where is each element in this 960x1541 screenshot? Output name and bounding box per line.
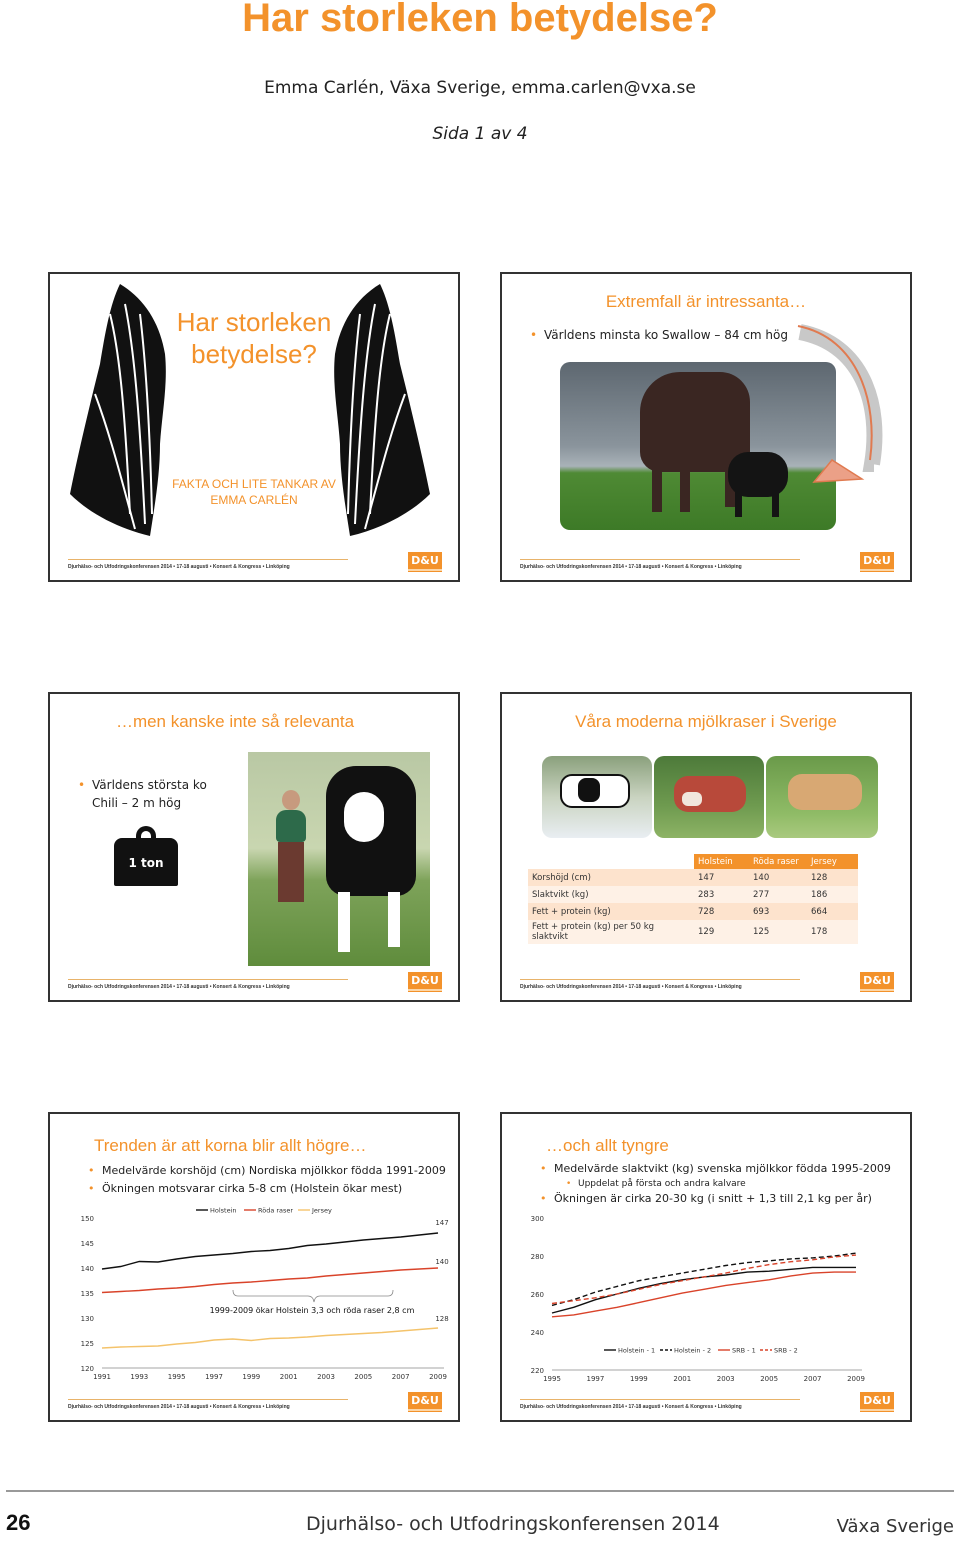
x-tick-label: 1995 — [543, 1375, 561, 1383]
holstein-photo — [542, 756, 652, 838]
slide-6-title: …och allt tyngre — [546, 1136, 669, 1155]
table-header-cell — [528, 854, 694, 869]
x-tick-label: 1991 — [93, 1373, 111, 1381]
author-line: Emma Carlén, Växa Sverige, emma.carlen@vxa.se — [264, 78, 696, 98]
du-logo: D&U — [408, 552, 442, 572]
y-tick-label: 140 — [80, 1265, 94, 1273]
height-trend-chart — [50, 1114, 460, 1394]
slide-3 — [48, 692, 460, 1002]
slide-footer-rule — [68, 979, 348, 980]
slide-footer-text: Djurhälso- och Utfodringskonferensen 2014 • 17-18 augusti • Konsert & Kongress • Linköping — [520, 984, 742, 990]
y-tick-label: 120 — [80, 1365, 94, 1373]
du-logo: D&U — [860, 552, 894, 572]
table-cell: Fett + protein (kg) per 50 kg slaktvikt — [528, 920, 694, 944]
table-cell: Korshöjd (cm) — [528, 869, 694, 886]
table-cell: Slaktvikt (kg) — [528, 886, 694, 903]
slide-2 — [500, 272, 912, 582]
series-line-4 — [552, 1255, 856, 1303]
table-row — [528, 903, 858, 920]
table-cell: 664 — [807, 903, 858, 920]
du-logo: D&U — [408, 972, 442, 992]
x-tick-label: 1999 — [629, 1375, 648, 1383]
y-tick-label: 125 — [80, 1340, 94, 1348]
slide-footer-text: Djurhälso- och Utfodringskonferensen 2014 • 17-18 augusti • Konsert & Kongress • Linköping — [520, 564, 742, 570]
x-tick-label: 2003 — [716, 1375, 735, 1383]
table-cell: Fett + protein (kg) — [528, 903, 694, 920]
legend-label: Jersey — [312, 1206, 332, 1215]
slide-3-bullet: • Världens största ko Chili – 2 m hög — [78, 776, 208, 812]
red-breed-photo — [654, 756, 764, 838]
curved-arrow-icon — [502, 274, 912, 582]
page-footer-rule — [6, 1490, 954, 1492]
slide-1-title: Har storleken betydelse? — [176, 307, 332, 369]
slide-5-bullet-2: • Ökningen motsvarar cirka 5-8 cm (Holstein ökar mest) — [88, 1182, 402, 1195]
slide-4 — [500, 692, 912, 1002]
organization-name: Växa Sverige — [836, 1516, 954, 1537]
series-line-2 — [102, 1268, 438, 1293]
table-cell: 693 — [749, 903, 807, 920]
table-cell: 283 — [694, 886, 749, 903]
x-tick-label: 2009 — [847, 1375, 865, 1383]
slide-footer-text: Djurhälso- och Utfodringskonferensen 2014 • 17-18 augusti • Konsert & Kongress • Linköping — [68, 1404, 290, 1410]
table-row — [528, 869, 858, 886]
slide-1-subtitle: FAKTA OCH LITE TANKAR AV EMMA CARLÉN — [172, 477, 336, 507]
slide-footer-rule — [520, 559, 800, 560]
x-tick-label: 2001 — [673, 1375, 692, 1383]
x-tick-label: 2007 — [803, 1375, 822, 1383]
du-logo: D&U — [860, 1392, 894, 1412]
weight-trend-chart — [502, 1114, 912, 1394]
table-cell: 186 — [807, 886, 858, 903]
table-cell: 125 — [749, 920, 807, 944]
slide-footer-text: Djurhälso- och Utfodringskonferensen 2014 • 17-18 augusti • Konsert & Kongress • Linköping — [68, 984, 290, 990]
slide-6-bullet-2: • Ökningen är cirka 20-30 kg (i snitt + 1,3 till 2,1 kg per år) — [540, 1192, 872, 1205]
slide-6-subbullet: • Uppdelat på första och andra kalvare — [566, 1179, 746, 1189]
x-tick-label: 1995 — [167, 1373, 186, 1381]
series-line-1 — [552, 1267, 856, 1313]
page-number: 26 — [6, 1510, 31, 1535]
legend-label: Röda raser — [258, 1206, 294, 1215]
table-row — [528, 886, 858, 903]
series-line-2 — [552, 1253, 856, 1305]
document-title: Har storleken betydelse? — [242, 0, 718, 40]
legend-label: SRB - 2 — [774, 1346, 798, 1355]
legend-label: Holstein - 2 — [674, 1346, 712, 1355]
cow-chili-photo — [248, 752, 430, 966]
table-header-cell: Jersey — [807, 854, 858, 869]
data-label: 147 — [435, 1219, 449, 1227]
y-tick-label: 145 — [80, 1240, 94, 1248]
slide-footer-rule — [520, 979, 800, 980]
slide-footer-rule — [520, 1399, 800, 1400]
table-header-row — [528, 854, 858, 869]
y-tick-label: 240 — [530, 1329, 544, 1337]
table-header-cell: Röda raser — [749, 854, 807, 869]
y-tick-label: 135 — [80, 1290, 94, 1298]
du-logo: D&U — [860, 972, 894, 992]
data-label: 140 — [435, 1258, 449, 1266]
x-tick-label: 2007 — [391, 1373, 410, 1381]
slide-5-title: Trenden är att korna blir allt högre… — [94, 1136, 367, 1155]
slide-6-bullet-1: • Medelvärde slaktvikt (kg) svenska mjölkkor födda 1995-2009 — [540, 1162, 891, 1175]
x-tick-label: 2005 — [354, 1373, 373, 1381]
legend-label: Holstein - 1 — [618, 1346, 656, 1355]
data-label: 128 — [435, 1315, 449, 1323]
slide-4-title: Våra moderna mjölkraser i Sverige — [575, 712, 837, 731]
slide-footer-text: Djurhälso- och Utfodringskonferensen 2014 • 17-18 augusti • Konsert & Kongress • Linköping — [520, 1404, 742, 1410]
legend-label: Holstein — [210, 1206, 237, 1215]
x-tick-label: 1997 — [205, 1373, 223, 1381]
y-tick-label: 260 — [530, 1291, 544, 1299]
series-line-3 — [102, 1328, 438, 1348]
annotation-text: 1999-2009 ökar Holstein 3,3 och röda raser 2,8 cm — [209, 1306, 415, 1315]
y-tick-label: 300 — [530, 1215, 544, 1223]
weight-label: 1 ton — [128, 856, 164, 870]
table-header-cell: Holstein — [694, 854, 749, 869]
table-cell: 728 — [694, 903, 749, 920]
x-tick-label: 2001 — [279, 1373, 298, 1381]
slide-2-bullet: • Världens minsta ko Swallow – 84 cm hög — [530, 328, 788, 342]
legend-label: SRB - 1 — [732, 1346, 756, 1355]
y-tick-label: 280 — [530, 1253, 544, 1261]
slide-2-title: Extremfall är intressanta… — [605, 292, 807, 311]
y-tick-label: 150 — [80, 1215, 94, 1223]
x-tick-label: 2005 — [760, 1375, 779, 1383]
series-line-3 — [552, 1272, 856, 1317]
table-cell: 128 — [807, 869, 858, 886]
y-tick-label: 220 — [530, 1367, 544, 1375]
x-tick-label: 2009 — [429, 1373, 447, 1381]
x-tick-label: 1993 — [130, 1373, 149, 1381]
y-tick-label: 130 — [80, 1315, 94, 1323]
page-info: Sida 1 av 4 — [432, 124, 528, 144]
table-row — [528, 920, 858, 944]
slide-6 — [500, 1112, 912, 1422]
du-logo: D&U — [408, 1392, 442, 1412]
slide-footer-rule — [68, 1399, 348, 1400]
table-cell: 147 — [694, 869, 749, 886]
slide-footer-rule — [68, 559, 348, 560]
x-tick-label: 1999 — [242, 1373, 261, 1381]
slide-footer-text: Djurhälso- och Utfodringskonferensen 2014 • 17-18 augusti • Konsert & Kongress • Linköping — [68, 564, 290, 570]
slide-1 — [48, 272, 460, 582]
table-cell: 140 — [749, 869, 807, 886]
table-cell: 277 — [749, 886, 807, 903]
x-tick-label: 2003 — [317, 1373, 335, 1381]
breeds-table — [528, 854, 858, 944]
x-tick-label: 1997 — [586, 1375, 605, 1383]
slide-5-bullet-1: • Medelvärde korshöjd (cm) Nordiska mjölkkor födda 1991-2009 — [88, 1164, 446, 1177]
person-shape — [276, 810, 306, 842]
annotation-brace — [233, 1290, 393, 1302]
slide-3-title: …men kanske inte så relevanta — [115, 712, 355, 731]
conference-name: Djurhälso- och Utfodringskonferensen 2014 — [306, 1513, 720, 1535]
table-cell: 129 — [694, 920, 749, 944]
series-line-1 — [102, 1233, 438, 1269]
table-cell: 178 — [807, 920, 858, 944]
slide-5 — [48, 1112, 460, 1422]
jersey-photo — [766, 756, 878, 838]
